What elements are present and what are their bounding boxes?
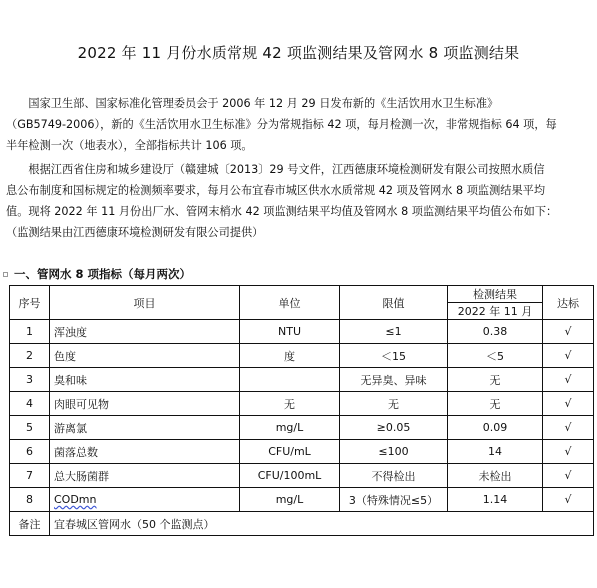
cell-item: 菌落总数 <box>50 440 240 464</box>
cell-unit: 度 <box>240 344 340 368</box>
cell-ok: √ <box>543 368 594 392</box>
intro-p2-line: 根据江西省住房和城乡建设厅（赣建城〔2013〕29 号文件，江西德康环境检测研发有限公司按照水质信 <box>6 163 545 176</box>
cell-unit: CFU/mL <box>240 440 340 464</box>
table-row <box>10 392 594 416</box>
cell-no: 2 <box>10 344 50 368</box>
table-row <box>10 464 594 488</box>
cell-limit: ≤100 <box>340 440 448 464</box>
cell-no: 6 <box>10 440 50 464</box>
cell-result: 1.14 <box>448 488 543 512</box>
cell-limit: ＜15 <box>340 344 448 368</box>
cell-unit: mg/L <box>240 416 340 440</box>
section-title: 一、管网水 8 项指标（每月两次） <box>14 267 192 281</box>
table-row <box>10 440 594 464</box>
cell-ok: √ <box>543 320 594 344</box>
cell-result: 无 <box>448 368 543 392</box>
header-item: 项目 <box>50 286 240 320</box>
table-row <box>10 344 594 368</box>
cell-item-text: CODmn <box>54 493 97 506</box>
cell-result: 未检出 <box>448 464 543 488</box>
cell-limit: 不得检出 <box>340 464 448 488</box>
cell-no: 5 <box>10 416 50 440</box>
cell-unit: mg/L <box>240 488 340 512</box>
cell-result: ＜5 <box>448 344 543 368</box>
table-row <box>10 320 594 344</box>
cell-item: 肉眼可见物 <box>50 392 240 416</box>
cell-no: 1 <box>10 320 50 344</box>
cell-item: 色度 <box>50 344 240 368</box>
cell-no: 7 <box>10 464 50 488</box>
cell-limit: 无 <box>340 392 448 416</box>
header-result-period: 2022 年 11 月 <box>448 303 543 320</box>
intro-p1-line: 国家卫生部、国家标准化管理委员会于 2006 年 12 月 29 日发布新的《生活饮用水卫生标准》 <box>6 97 499 110</box>
paragraph-marker <box>3 272 8 277</box>
cell-item: 臭和味 <box>50 368 240 392</box>
table-row <box>10 416 594 440</box>
cell-ok: √ <box>543 440 594 464</box>
note-text: 宜春城区管网水（50 个监测点） <box>50 512 594 536</box>
cell-unit: NTU <box>240 320 340 344</box>
cell-ok: √ <box>543 488 594 512</box>
cell-no: 4 <box>10 392 50 416</box>
intro-paragraph-2 <box>6 159 592 243</box>
intro-p2-line: （监测结果由江西德康环境检测研发有限公司提供） <box>6 226 264 239</box>
cell-item: 游离氯 <box>50 416 240 440</box>
cell-item: 总大肠菌群 <box>50 464 240 488</box>
note-row <box>10 512 594 536</box>
cell-unit: 无 <box>240 392 340 416</box>
cell-result: 0.38 <box>448 320 543 344</box>
intro-p2-line: 值。现将 2022 年 11 月份出厂水、管网末梢水 42 项监测结果平均值及管网水 8 项监测结果平均值公布如下： <box>6 205 558 218</box>
cell-unit <box>240 368 340 392</box>
cell-limit: 无异臭、异味 <box>340 368 448 392</box>
cell-no: 3 <box>10 368 50 392</box>
header-no: 序号 <box>10 286 50 320</box>
cell-limit: 3（特殊情况≤5） <box>340 488 448 512</box>
header-limit: 限值 <box>340 286 448 320</box>
results-table <box>9 285 594 536</box>
cell-limit: ≤1 <box>340 320 448 344</box>
cell-ok: √ <box>543 464 594 488</box>
cell-no: 8 <box>10 488 50 512</box>
intro-p1-line: 半年检测一次（地表水），全部指标共计 106 项。 <box>6 139 253 152</box>
cell-unit: CFU/100mL <box>240 464 340 488</box>
table-row <box>10 368 594 392</box>
header-result: 检测结果 <box>448 286 543 303</box>
cell-result: 无 <box>448 392 543 416</box>
intro-p1-line: （GB5749-2006），新的《生活饮用水卫生标准》分为常规指标 42 项，每月检测一次，非常规指标 64 项，每 <box>6 118 557 131</box>
table-row <box>10 488 594 512</box>
cell-ok: √ <box>543 392 594 416</box>
header-unit: 单位 <box>240 286 340 320</box>
intro-p2-line: 息公布制度和国标规定的检测频率要求，每月公布宜春市城区供水水质常规 42 项及管网水 8 项监测结果平均 <box>6 184 546 197</box>
cell-ok: √ <box>543 344 594 368</box>
cell-result: 14 <box>448 440 543 464</box>
cell-item <box>50 488 240 512</box>
cell-item: 浑浊度 <box>50 320 240 344</box>
intro-paragraph-1 <box>6 93 592 156</box>
cell-ok: √ <box>543 416 594 440</box>
document-title: 2022 年 11 月份水质常规 42 项监测结果及管网水 8 项监测结果 <box>77 44 520 62</box>
cell-result: 0.09 <box>448 416 543 440</box>
cell-limit: ≥0.05 <box>340 416 448 440</box>
note-label: 备注 <box>10 512 50 536</box>
table-header-row <box>10 286 594 303</box>
header-ok: 达标 <box>543 286 594 320</box>
